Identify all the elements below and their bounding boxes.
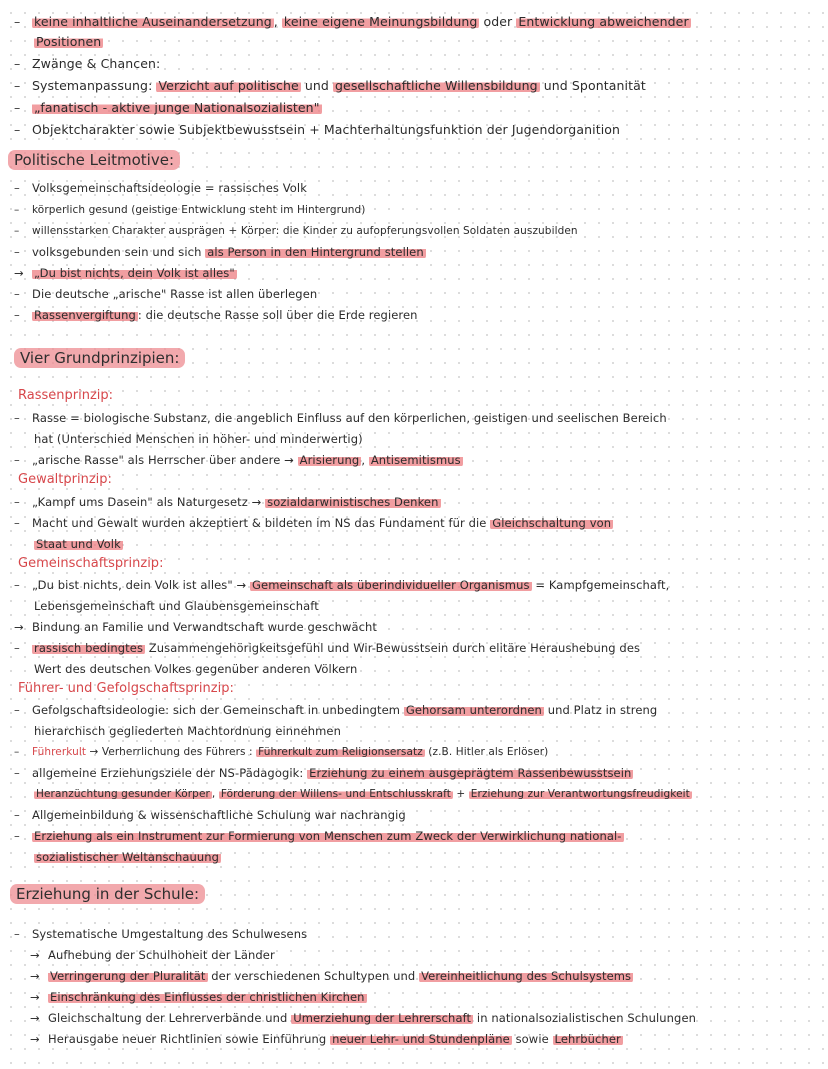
gewalt-line-3: Staat und Volk [36,537,121,551]
schule-line-4: → Einschränkung des Einflusses der christlichen Kirchen [30,990,365,1004]
heading-schule: Erziehung in der Schule: [10,884,205,904]
intro-line-4: – Systemanpassung: Verzicht auf politische und gesellschaftliche Willensbildung und Spontanität [14,78,646,93]
schule-line-3: → Verringerung der Pluralität der verschiedenen Schultypen und Vereinheitlichung des Schulsystems [30,969,632,983]
intro-line-1: – keine inhaltliche Auseinandersetzung , keine eigene Meinungsbildung oder Entwicklung abweichender [14,14,689,29]
rassen-line-1: – Rasse = biologische Substanz, die angeblich Einfluss auf den körperlichen, geistigen und seelischen Bereich [14,411,667,425]
fuehrer-line-2: hierarchisch gegliederten Machtordnung einnehmen [34,724,341,738]
gewalt-line-2: – Macht und Gewalt wurden akzeptiert & bildeten im NS das Fundament für die Gleichschaltung von [14,516,612,530]
gemeinschaft-line-1: – „Du bist nichts, dein Volk ist alles" → Gemeinschaft als überindividueller Organismus = Kampfgemeinschaft, [14,578,670,592]
highlight: Entwicklung abweichender [518,14,689,29]
leitmotive-line-1: – Volksgemeinschaftsideologie = rassisches Volk [14,181,307,195]
leitmotive-line-7: – Rassenvergiftung : die deutsche Rasse soll über die Erde regieren [14,308,418,322]
gemeinschaft-line-2: Lebensgemeinschaft und Glaubensgemeinschaft [34,599,319,613]
fuehrer-line-7: – Erziehung als ein Instrument zur Formierung von Menschen zum Zweck der Verwirklichung national- [14,829,622,843]
arrow-bullet: → [14,266,24,280]
rassen-line-2: hat (Unterschied Menschen in höher- und minderwertig) [34,432,363,446]
schule-line-6: → Herausgabe neuer Richtlinien sowie Einführung neuer Lehr- und Stundenpläne sowie Lehrbücher [30,1032,621,1046]
leitmotive-line-5: → „Du bist nichts, dein Volk ist alles" [14,266,235,280]
leitmotive-line-3: – willensstarken Charakter ausprägen + Körper: die Kinder zu aufopferungsvollen Soldaten auszubilden [14,225,578,237]
leitmotive-line-2: – körperlich gesund (geistige Entwicklung steht im Hintergrund) [14,204,366,216]
heading-grundprinzipien: Vier Grundprinzipien: [14,348,185,368]
subheading-gewaltprinzip: Gewaltprinzip: [18,472,112,487]
subheading-rassenprinzip: Rassenprinzip: [18,388,114,403]
intro-line-5: – „fanatisch - aktive junge Nationalsozialisten" [14,100,320,115]
highlight: keine eigene Meinungsbildung [283,14,478,29]
heading-leitmotive: Politische Leitmotive: [8,150,180,170]
fuehrer-line-3: – Führerkult → Verherrlichung des Führers : Führerkult zum Religionsersatz (z.B. Hitler als Erlöser) [14,746,549,758]
subheading-gemeinschaftsprinzip: Gemeinschaftsprinzip: [18,556,164,571]
leitmotive-line-6: – Die deutsche „arische" Rasse ist allen überlegen [14,287,318,301]
subheading-fuehrerprinzip: Führer- und Gefolgschaftsprinzip: [18,681,234,696]
fuehrer-line-8: sozialistischer Weltanschauung [36,850,220,864]
fuehrer-line-5: Heranzüchtung gesunder Körper , Förderung der Willens- und Entschlusskraft + Erziehung zur Verantwortungsfreudigkeit [36,788,690,800]
schule-line-2: → Aufhebung der Schulhoheit der Länder [30,948,275,962]
schule-line-1: – Systematische Umgestaltung des Schulwesens [14,927,308,941]
highlight: keine inhaltliche Auseinandersetzung [34,14,272,29]
intro-line-6: – Objektcharakter sowie Subjektbewusstsein + Machterhaltungsfunktion der Jugendorganition [14,122,621,137]
leitmotive-line-4: – volksgebunden sein und sich als Person in den Hintergrund stellen [14,245,424,259]
intro-line-2: Positionen [36,34,102,49]
schule-line-5: → Gleichschaltung der Lehrerverbände und Umerziehung der Lehrerschaft in nationalsozialistischen Schulungen [30,1011,697,1025]
intro-line-3: – Zwänge & Chancen: [14,56,161,71]
gewalt-line-1: – „Kampf ums Dasein" als Naturgesetz → sozialdarwinistisches Denken [14,495,439,509]
fuehrer-line-4: – allgemeine Erziehungsziele der NS-Pädagogik: Erziehung zu einem ausgeprägtem Rassenbewusstsein [14,766,632,780]
gemeinschaft-line-4: – rassisch bedingtes Zusammengehörigkeitsgefühl und Wir-Bewusstsein durch elitäre Heraushebung des [14,641,641,655]
dash-bullet: – [14,14,21,29]
gemeinschaft-line-3: → Bindung an Familie und Verwandtschaft wurde geschwächt [14,620,378,634]
fuehrer-line-6: – Allgemeinbildung & wissenschaftliche Schulung war nachrangig [14,808,406,822]
gemeinschaft-line-5: Wert des deutschen Volkes gegenüber anderen Völkern [34,662,358,676]
fuehrer-line-1: – Gefolgschaftsideologie: sich der Gemeinschaft in unbedingtem Gehorsam unterordnen und Platz in streng [14,703,658,717]
rassen-line-3: – „arische Rasse" als Herrscher über andere → Arisierung , Antisemitismus [14,453,461,467]
